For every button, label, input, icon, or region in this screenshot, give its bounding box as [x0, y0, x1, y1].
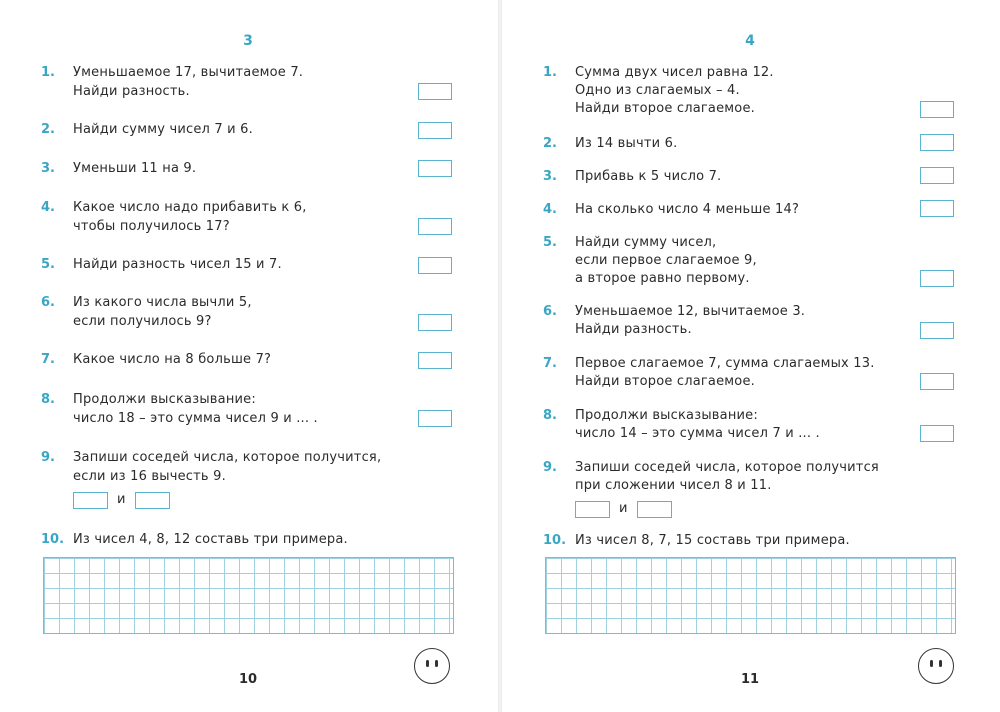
answer-box[interactable] [418, 352, 452, 369]
smiley-eye [426, 660, 429, 667]
answer-box[interactable] [920, 134, 954, 151]
task-number: 10. [543, 533, 567, 548]
and-label: и [117, 492, 126, 507]
task-number: 1. [543, 65, 557, 80]
task-text: Продолжи высказывание: [575, 408, 758, 423]
smiley-eye [939, 660, 942, 667]
task-text: Уменьши 11 на 9. [73, 161, 197, 176]
task-text: Из чисел 8, 7, 15 составь три примера. [575, 533, 850, 548]
answer-grid[interactable] [545, 557, 956, 634]
task-text: Продолжи высказывание: [73, 392, 256, 407]
neighbor-box-right[interactable] [135, 492, 170, 509]
task-number: 5. [543, 235, 557, 250]
right-page [502, 0, 1000, 712]
answer-box[interactable] [418, 257, 452, 274]
task-text: Запиши соседей числа, которое получится [575, 460, 879, 475]
task-number: 3. [543, 169, 557, 184]
answer-grid[interactable] [43, 557, 454, 634]
page-number: 11 [740, 672, 760, 687]
task-text: а второе равно первому. [575, 271, 750, 286]
task-number: 4. [543, 202, 557, 217]
answer-box[interactable] [418, 83, 452, 100]
left-page [0, 0, 498, 712]
task-text: Найди разность. [73, 84, 190, 99]
task-text: Прибавь к 5 число 7. [575, 169, 722, 184]
task-text: Найди разность чисел 15 и 7. [73, 257, 282, 272]
task-text: Одно из слагаемых – 4. [575, 83, 740, 98]
task-text: Из чисел 4, 8, 12 составь три примера. [73, 532, 348, 547]
card-number: 4 [745, 33, 755, 49]
task-text: Из какого числа вычли 5, [73, 295, 252, 310]
task-text: Найди сумму чисел, [575, 235, 717, 250]
task-text: число 14 – это сумма чисел 7 и ... . [575, 426, 820, 441]
task-number: 8. [41, 392, 55, 407]
task-number: 1. [41, 65, 55, 80]
neighbor-box-right[interactable] [637, 501, 672, 518]
task-number: 10. [41, 532, 65, 547]
task-text: если из 16 вычесть 9. [73, 469, 226, 484]
answer-box[interactable] [418, 410, 452, 427]
task-number: 7. [543, 356, 557, 371]
task-number: 2. [41, 122, 55, 137]
neighbor-box-left[interactable] [575, 501, 610, 518]
and-label: и [619, 501, 628, 516]
page-number: 10 [238, 672, 258, 687]
task-text: Какое число надо прибавить к 6, [73, 200, 307, 215]
task-number: 6. [543, 304, 557, 319]
task-number: 4. [41, 200, 55, 215]
task-text: На сколько число 4 меньше 14? [575, 202, 800, 217]
task-number: 5. [41, 257, 55, 272]
answer-box[interactable] [920, 425, 954, 442]
task-text: Найди второе слагаемое. [575, 374, 755, 389]
task-number: 7. [41, 352, 55, 367]
answer-box[interactable] [920, 270, 954, 287]
task-text: Сумма двух чисел равна 12. [575, 65, 774, 80]
task-number: 6. [41, 295, 55, 310]
answer-box[interactable] [418, 160, 452, 177]
task-text: Запиши соседей числа, которое получится, [73, 450, 382, 465]
answer-box[interactable] [418, 122, 452, 139]
task-number: 9. [41, 450, 55, 465]
answer-box[interactable] [920, 373, 954, 390]
task-number: 3. [41, 161, 55, 176]
task-text: Из 14 вычти 6. [575, 136, 678, 151]
task-number: 8. [543, 408, 557, 423]
task-text: Первое слагаемое 7, сумма слагаемых 13. [575, 356, 875, 371]
task-number: 2. [543, 136, 557, 151]
task-text: Какое число на 8 больше 7? [73, 352, 272, 367]
neighbor-box-left[interactable] [73, 492, 108, 509]
answer-box[interactable] [920, 167, 954, 184]
task-text: при сложении чисел 8 и 11. [575, 478, 772, 493]
smiley-face-icon [918, 648, 954, 684]
task-text: чтобы получилось 17? [73, 219, 230, 234]
task-text: Уменьшаемое 12, вычитаемое 3. [575, 304, 806, 319]
answer-box[interactable] [920, 322, 954, 339]
answer-box[interactable] [418, 314, 452, 331]
card-number: 3 [243, 33, 253, 49]
answer-box[interactable] [920, 200, 954, 217]
smiley-eye [930, 660, 933, 667]
task-text: число 18 – это сумма чисел 9 и ... . [73, 411, 318, 426]
task-number: 9. [543, 460, 557, 475]
answer-box[interactable] [418, 218, 452, 235]
task-text: если получилось 9? [73, 314, 212, 329]
task-text: Найди второе слагаемое. [575, 101, 755, 116]
task-text: если первое слагаемое 9, [575, 253, 757, 268]
task-text: Найди сумму чисел 7 и 6. [73, 122, 253, 137]
smiley-eye [435, 660, 438, 667]
smiley-face-icon [414, 648, 450, 684]
task-text: Найди разность. [575, 322, 692, 337]
answer-box[interactable] [920, 101, 954, 118]
task-text: Уменьшаемое 17, вычитаемое 7. [73, 65, 304, 80]
